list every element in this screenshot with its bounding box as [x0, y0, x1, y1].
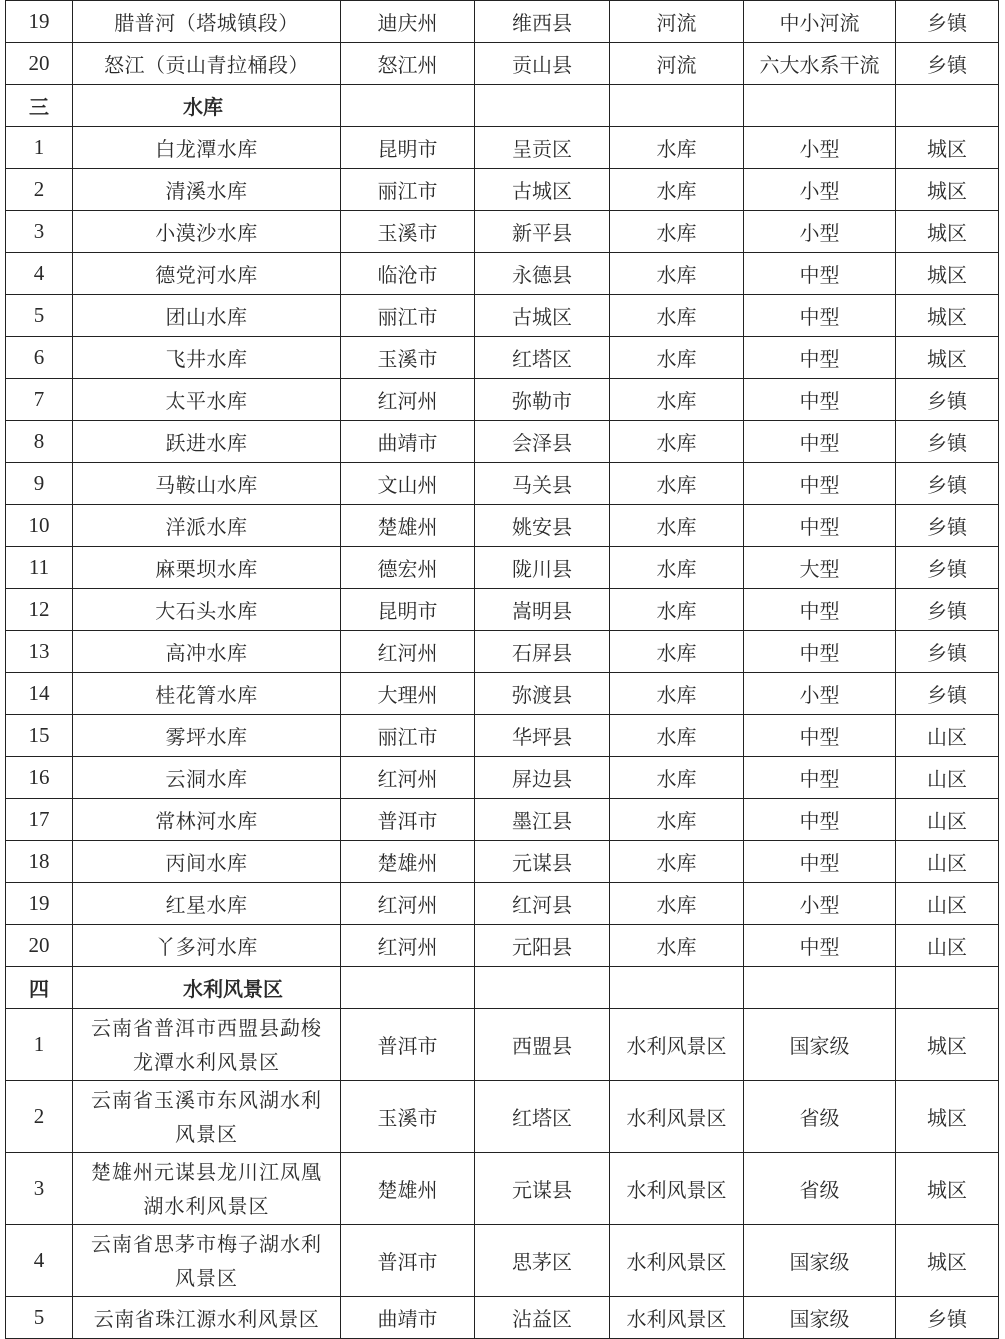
- city-cell: 曲靖市: [341, 1297, 475, 1339]
- county-cell: 会泽县: [475, 421, 610, 463]
- type-cell: 水库: [610, 589, 744, 631]
- table-row: [6, 169, 999, 211]
- empty-cell: [744, 967, 896, 1009]
- area-cell: 城区: [896, 211, 999, 253]
- type-cell: 水库: [610, 883, 744, 925]
- city-cell: 文山州: [341, 463, 475, 505]
- scale-cell: 小型: [744, 673, 896, 715]
- item-name: 马鞍山水库: [73, 463, 341, 505]
- type-cell: 水库: [610, 757, 744, 799]
- item-name: 常林河水库: [73, 799, 341, 841]
- section-title: 水库: [73, 85, 341, 127]
- row-number: 17: [6, 799, 73, 841]
- area-cell: 乡镇: [896, 631, 999, 673]
- item-name: 大石头水库: [73, 589, 341, 631]
- city-cell: 玉溪市: [341, 211, 475, 253]
- row-number: 7: [6, 379, 73, 421]
- row-number: 5: [6, 295, 73, 337]
- county-cell: 姚安县: [475, 505, 610, 547]
- area-cell: 城区: [896, 127, 999, 169]
- area-cell: 城区: [896, 337, 999, 379]
- type-cell: 水库: [610, 463, 744, 505]
- city-cell: 红河州: [341, 925, 475, 967]
- item-name: 团山水库: [73, 295, 341, 337]
- scale-cell: 中型: [744, 715, 896, 757]
- area-cell: 城区: [896, 1081, 999, 1153]
- table-row: [6, 379, 999, 421]
- type-cell: 水库: [610, 127, 744, 169]
- scale-cell: 国家级: [744, 1225, 896, 1297]
- county-cell: 陇川县: [475, 547, 610, 589]
- item-name: 云南省普洱市西盟县勐梭龙潭水利风景区: [73, 1009, 341, 1081]
- scale-cell: 中型: [744, 421, 896, 463]
- county-cell: 马关县: [475, 463, 610, 505]
- type-cell: 水库: [610, 547, 744, 589]
- city-cell: 普洱市: [341, 1009, 475, 1081]
- city-cell: 德宏州: [341, 547, 475, 589]
- table-row: [6, 1153, 999, 1225]
- table-row: [6, 211, 999, 253]
- scale-cell: 中型: [744, 505, 896, 547]
- type-cell: 水库: [610, 799, 744, 841]
- empty-cell: [610, 967, 744, 1009]
- table-row: [6, 1, 999, 43]
- city-cell: 楚雄州: [341, 505, 475, 547]
- row-number: 14: [6, 673, 73, 715]
- table-row: [6, 799, 999, 841]
- type-cell: 水利风景区: [610, 1009, 744, 1081]
- county-cell: 红河县: [475, 883, 610, 925]
- table-row: [6, 547, 999, 589]
- row-number: 1: [6, 1009, 73, 1081]
- city-cell: 昆明市: [341, 589, 475, 631]
- area-cell: 乡镇: [896, 505, 999, 547]
- county-cell: 维西县: [475, 1, 610, 43]
- county-cell: 石屏县: [475, 631, 610, 673]
- scale-cell: 中型: [744, 589, 896, 631]
- city-cell: 怒江州: [341, 43, 475, 85]
- area-cell: 山区: [896, 757, 999, 799]
- city-cell: 楚雄州: [341, 841, 475, 883]
- area-cell: 乡镇: [896, 547, 999, 589]
- county-cell: 屏边县: [475, 757, 610, 799]
- row-number: 13: [6, 631, 73, 673]
- table-row: [6, 1225, 999, 1297]
- table-row: [6, 1081, 999, 1153]
- county-cell: 弥渡县: [475, 673, 610, 715]
- table-row: [6, 43, 999, 85]
- scale-cell: 大型: [744, 547, 896, 589]
- table-row: [6, 673, 999, 715]
- empty-cell: [341, 85, 475, 127]
- area-cell: 城区: [896, 1009, 999, 1081]
- empty-cell: [896, 85, 999, 127]
- city-cell: 普洱市: [341, 1225, 475, 1297]
- row-number: 8: [6, 421, 73, 463]
- scale-cell: 中型: [744, 841, 896, 883]
- type-cell: 水库: [610, 673, 744, 715]
- county-cell: 永德县: [475, 253, 610, 295]
- city-cell: 迪庆州: [341, 1, 475, 43]
- area-cell: 城区: [896, 295, 999, 337]
- item-name: 红星水库: [73, 883, 341, 925]
- city-cell: 曲靖市: [341, 421, 475, 463]
- table-row: [6, 463, 999, 505]
- empty-cell: [610, 85, 744, 127]
- area-cell: 山区: [896, 841, 999, 883]
- item-name: 云南省珠江源水利风景区: [73, 1297, 341, 1339]
- row-number: 20: [6, 43, 73, 85]
- table-row: [6, 1009, 999, 1081]
- scale-cell: 省级: [744, 1153, 896, 1225]
- scale-cell: 中型: [744, 925, 896, 967]
- type-cell: 水库: [610, 337, 744, 379]
- type-cell: 水库: [610, 925, 744, 967]
- table-row: [6, 841, 999, 883]
- table-row: [6, 253, 999, 295]
- section-number: 四: [6, 967, 73, 1009]
- scale-cell: 中型: [744, 379, 896, 421]
- county-cell: 红塔区: [475, 337, 610, 379]
- table-row: [6, 421, 999, 463]
- table-row: [6, 715, 999, 757]
- row-number: 6: [6, 337, 73, 379]
- item-name: 清溪水库: [73, 169, 341, 211]
- scale-cell: 中型: [744, 337, 896, 379]
- row-number: 18: [6, 841, 73, 883]
- type-cell: 水库: [610, 421, 744, 463]
- scale-cell: 中小河流: [744, 1, 896, 43]
- county-cell: 新平县: [475, 211, 610, 253]
- city-cell: 丽江市: [341, 169, 475, 211]
- scale-cell: 中型: [744, 295, 896, 337]
- type-cell: 水利风景区: [610, 1081, 744, 1153]
- row-number: 1: [6, 127, 73, 169]
- table-body: [6, 1, 999, 1339]
- area-cell: 乡镇: [896, 421, 999, 463]
- item-name: 麻栗坝水库: [73, 547, 341, 589]
- empty-cell: [475, 967, 610, 1009]
- area-cell: 乡镇: [896, 589, 999, 631]
- type-cell: 水利风景区: [610, 1153, 744, 1225]
- area-cell: 乡镇: [896, 379, 999, 421]
- scale-cell: 六大水系干流: [744, 43, 896, 85]
- item-name: 雾坪水库: [73, 715, 341, 757]
- county-cell: 呈贡区: [475, 127, 610, 169]
- type-cell: 水库: [610, 211, 744, 253]
- section-header-row: [6, 967, 999, 1009]
- table-row: [6, 337, 999, 379]
- area-cell: 城区: [896, 169, 999, 211]
- table-row: [6, 757, 999, 799]
- item-name: 楚雄州元谋县龙川江凤凰湖水利风景区: [73, 1153, 341, 1225]
- scale-cell: 中型: [744, 253, 896, 295]
- row-number: 16: [6, 757, 73, 799]
- type-cell: 水库: [610, 715, 744, 757]
- county-cell: 墨江县: [475, 799, 610, 841]
- row-number: 11: [6, 547, 73, 589]
- type-cell: 水库: [610, 253, 744, 295]
- type-cell: 水库: [610, 505, 744, 547]
- city-cell: 玉溪市: [341, 1081, 475, 1153]
- area-cell: 乡镇: [896, 1, 999, 43]
- area-cell: 乡镇: [896, 43, 999, 85]
- item-name: 腊普河（塔城镇段）: [73, 1, 341, 43]
- type-cell: 水库: [610, 169, 744, 211]
- city-cell: 大理州: [341, 673, 475, 715]
- item-name: 云洞水库: [73, 757, 341, 799]
- type-cell: 河流: [610, 1, 744, 43]
- city-cell: 玉溪市: [341, 337, 475, 379]
- item-name: 洋派水库: [73, 505, 341, 547]
- city-cell: 临沧市: [341, 253, 475, 295]
- row-number: 20: [6, 925, 73, 967]
- row-number: 12: [6, 589, 73, 631]
- row-number: 10: [6, 505, 73, 547]
- scale-cell: 省级: [744, 1081, 896, 1153]
- item-name: 德党河水库: [73, 253, 341, 295]
- county-cell: 元谋县: [475, 841, 610, 883]
- city-cell: 红河州: [341, 883, 475, 925]
- area-cell: 城区: [896, 1225, 999, 1297]
- area-cell: 山区: [896, 883, 999, 925]
- scale-cell: 小型: [744, 169, 896, 211]
- county-cell: 嵩明县: [475, 589, 610, 631]
- item-name: 丫多河水库: [73, 925, 341, 967]
- row-number: 5: [6, 1297, 73, 1339]
- city-cell: 丽江市: [341, 295, 475, 337]
- row-number: 19: [6, 1, 73, 43]
- row-number: 2: [6, 1081, 73, 1153]
- table-row: [6, 631, 999, 673]
- item-name: 怒江（贡山青拉桶段）: [73, 43, 341, 85]
- scale-cell: 小型: [744, 883, 896, 925]
- row-number: 19: [6, 883, 73, 925]
- row-number: 15: [6, 715, 73, 757]
- item-name: 太平水库: [73, 379, 341, 421]
- area-cell: 山区: [896, 715, 999, 757]
- area-cell: 乡镇: [896, 1297, 999, 1339]
- area-cell: 城区: [896, 1153, 999, 1225]
- type-cell: 河流: [610, 43, 744, 85]
- county-cell: 古城区: [475, 295, 610, 337]
- item-name: 飞井水库: [73, 337, 341, 379]
- scale-cell: 小型: [744, 211, 896, 253]
- table-row: [6, 295, 999, 337]
- empty-cell: [896, 967, 999, 1009]
- table-row: [6, 925, 999, 967]
- table-row: [6, 505, 999, 547]
- item-name: 桂花箐水库: [73, 673, 341, 715]
- type-cell: 水利风景区: [610, 1225, 744, 1297]
- row-number: 3: [6, 1153, 73, 1225]
- city-cell: 昆明市: [341, 127, 475, 169]
- section-header-row: [6, 85, 999, 127]
- type-cell: 水库: [610, 631, 744, 673]
- item-name: 高冲水库: [73, 631, 341, 673]
- scale-cell: 国家级: [744, 1297, 896, 1339]
- table-row: [6, 1297, 999, 1339]
- row-number: 3: [6, 211, 73, 253]
- empty-cell: [744, 85, 896, 127]
- item-name: 小漠沙水库: [73, 211, 341, 253]
- item-name: 云南省玉溪市东风湖水利风景区: [73, 1081, 341, 1153]
- data-table: [5, 0, 999, 1339]
- scale-cell: 中型: [744, 757, 896, 799]
- type-cell: 水库: [610, 841, 744, 883]
- table-row: [6, 589, 999, 631]
- scale-cell: 国家级: [744, 1009, 896, 1081]
- county-cell: 华坪县: [475, 715, 610, 757]
- empty-cell: [475, 85, 610, 127]
- empty-cell: [341, 967, 475, 1009]
- city-cell: 红河州: [341, 379, 475, 421]
- item-name: 白龙潭水库: [73, 127, 341, 169]
- area-cell: 城区: [896, 253, 999, 295]
- item-name: 跃进水库: [73, 421, 341, 463]
- scale-cell: 中型: [744, 463, 896, 505]
- county-cell: 弥勒市: [475, 379, 610, 421]
- area-cell: 乡镇: [896, 673, 999, 715]
- area-cell: 乡镇: [896, 463, 999, 505]
- item-name: 云南省思茅市梅子湖水利风景区: [73, 1225, 341, 1297]
- area-cell: 山区: [896, 799, 999, 841]
- county-cell: 西盟县: [475, 1009, 610, 1081]
- county-cell: 贡山县: [475, 43, 610, 85]
- city-cell: 楚雄州: [341, 1153, 475, 1225]
- scale-cell: 小型: [744, 127, 896, 169]
- row-number: 9: [6, 463, 73, 505]
- row-number: 4: [6, 253, 73, 295]
- county-cell: 元阳县: [475, 925, 610, 967]
- row-number: 2: [6, 169, 73, 211]
- county-cell: 思茅区: [475, 1225, 610, 1297]
- county-cell: 元谋县: [475, 1153, 610, 1225]
- table-row: [6, 127, 999, 169]
- county-cell: 古城区: [475, 169, 610, 211]
- scale-cell: 中型: [744, 799, 896, 841]
- type-cell: 水库: [610, 295, 744, 337]
- scale-cell: 中型: [744, 631, 896, 673]
- table-row: [6, 883, 999, 925]
- city-cell: 普洱市: [341, 799, 475, 841]
- city-cell: 丽江市: [341, 715, 475, 757]
- county-cell: 红塔区: [475, 1081, 610, 1153]
- section-number: 三: [6, 85, 73, 127]
- type-cell: 水利风景区: [610, 1297, 744, 1339]
- item-name: 丙间水库: [73, 841, 341, 883]
- row-number: 4: [6, 1225, 73, 1297]
- section-title: 水利风景区: [73, 967, 341, 1009]
- type-cell: 水库: [610, 379, 744, 421]
- county-cell: 沾益区: [475, 1297, 610, 1339]
- city-cell: 红河州: [341, 757, 475, 799]
- area-cell: 山区: [896, 925, 999, 967]
- city-cell: 红河州: [341, 631, 475, 673]
